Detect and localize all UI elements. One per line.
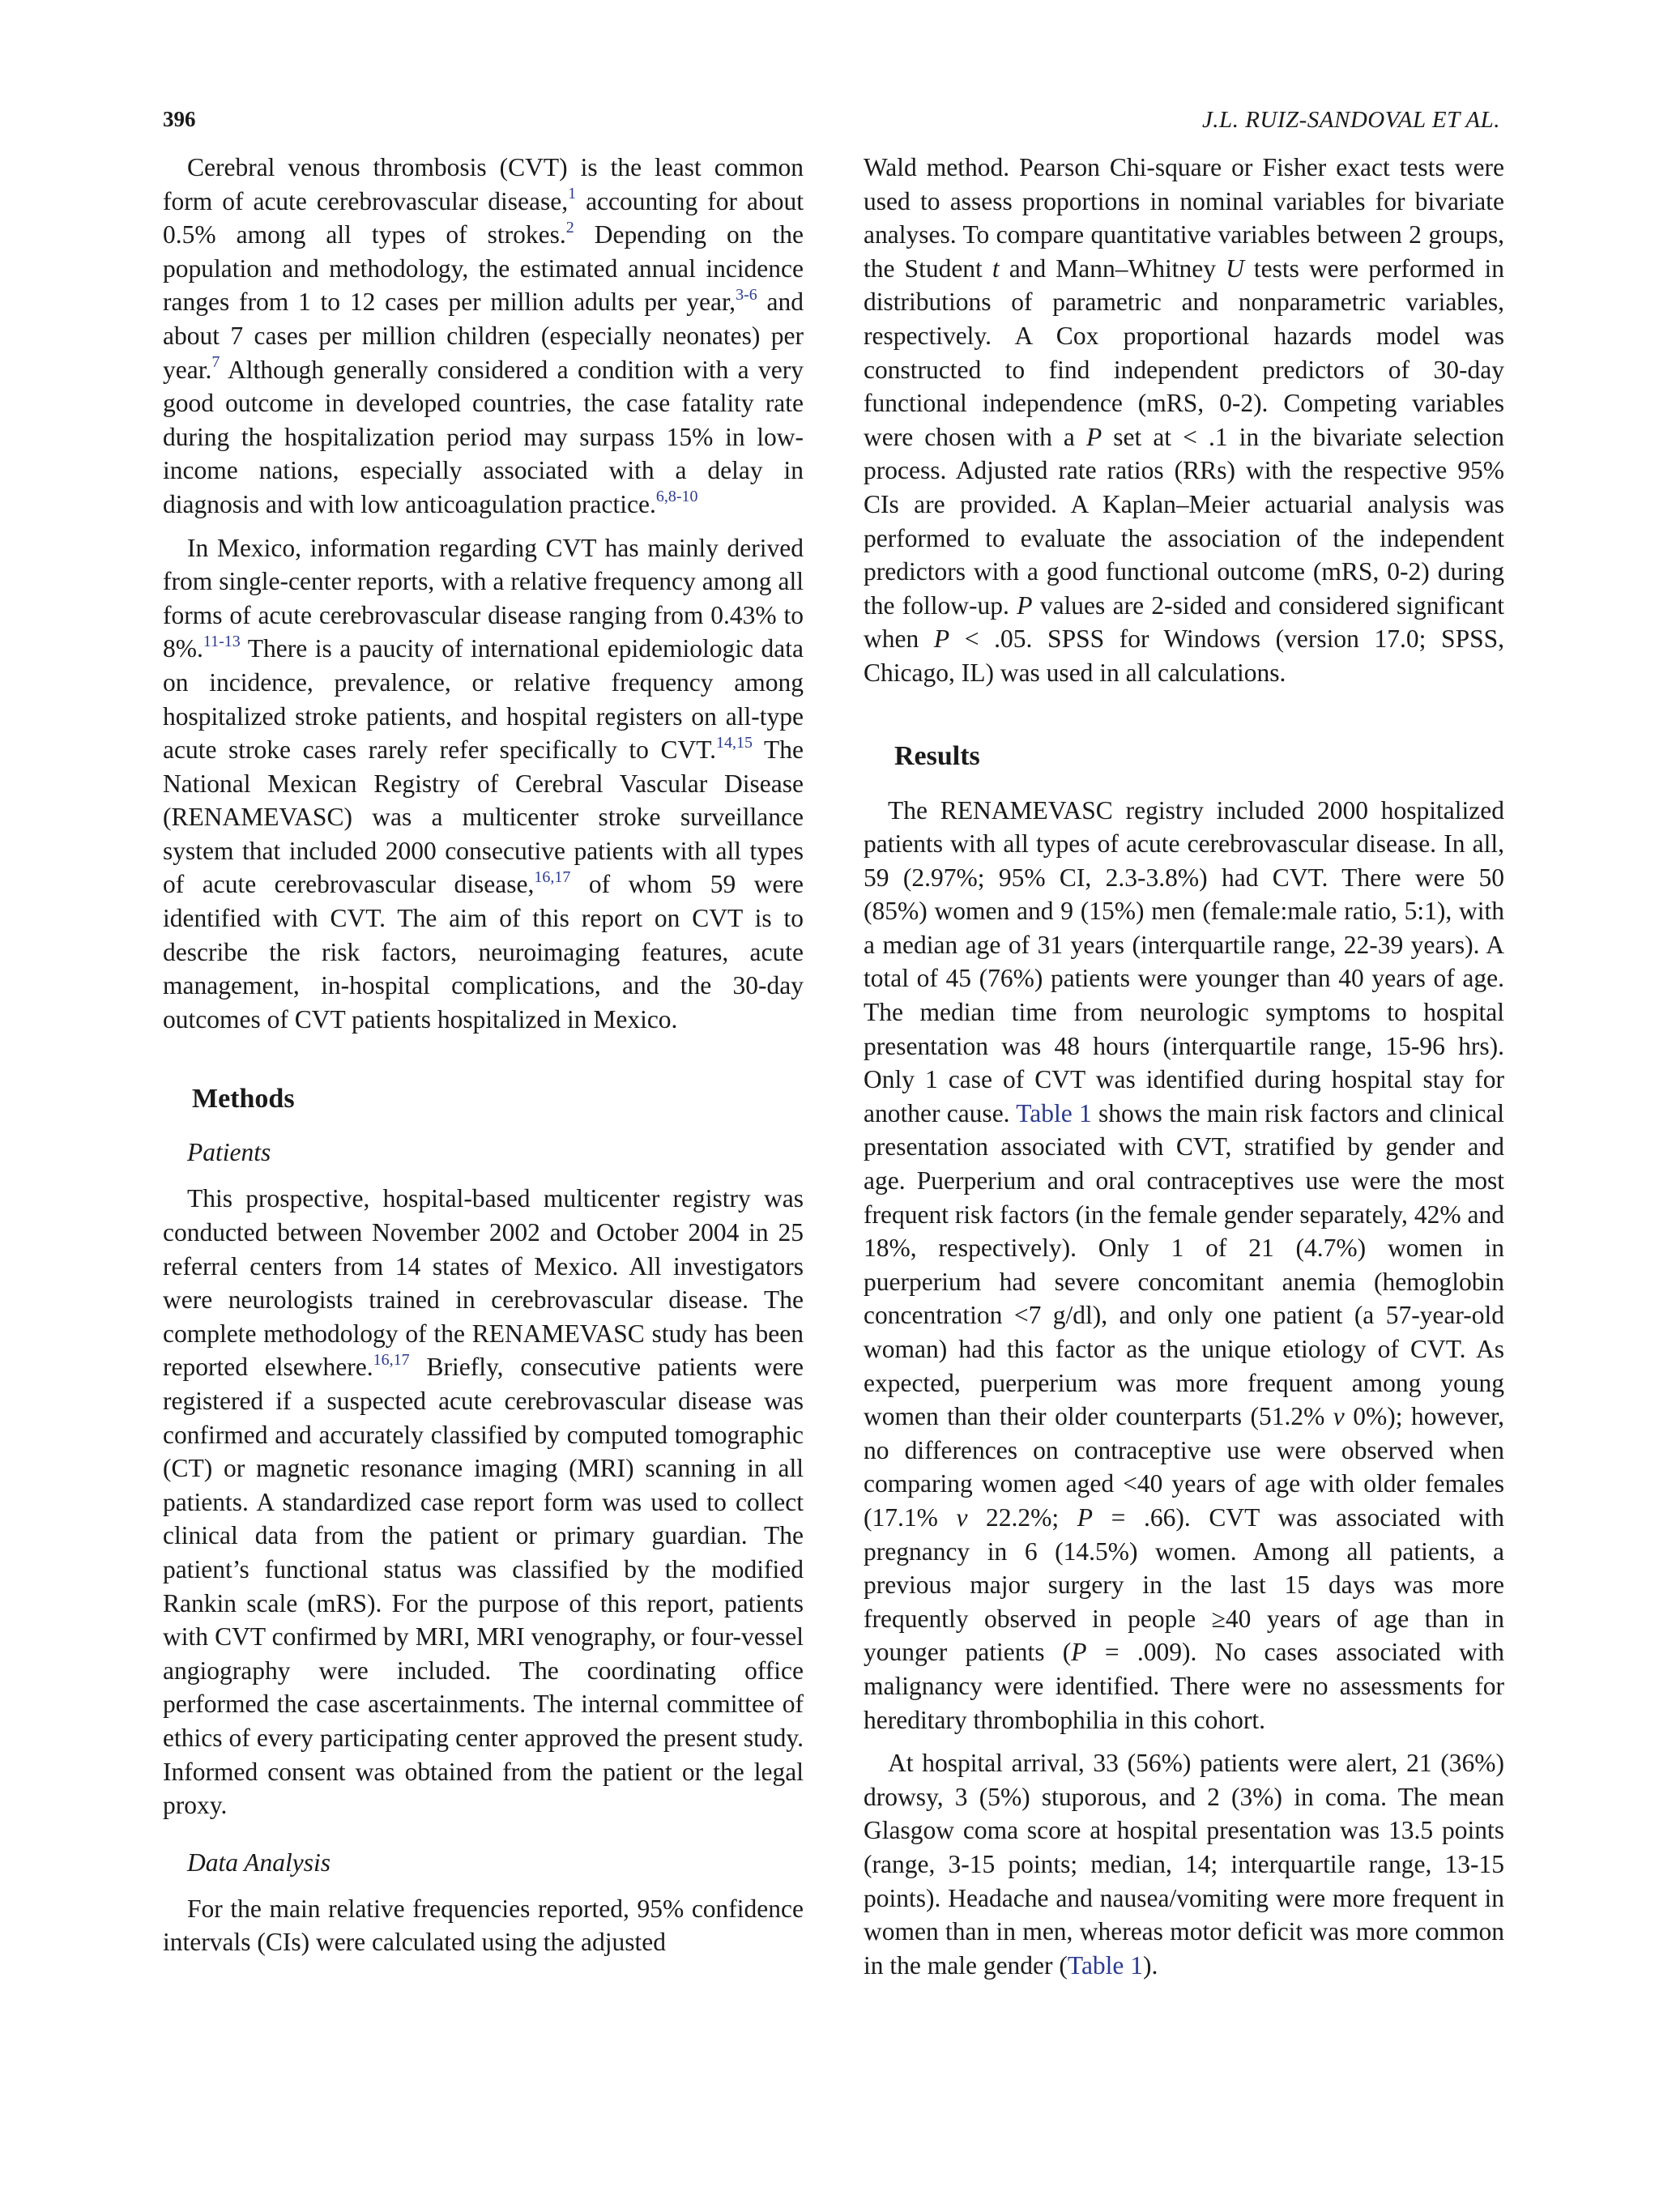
text-run: 0%); however, no differences on contraceptive use were observed when comparing women aged <40 years of age with older females (17.1% xyxy=(864,1402,1505,1532)
text-run: Depending on the population and methodology, the estimated annual incidence ranges from 1 to 12 cases per million adults per year, xyxy=(163,220,804,317)
italic-symbol: U xyxy=(1226,254,1244,283)
text-run: set at < .1 in the bivariate selection process. Adjusted rate ratios (RRs) with the respective 95% CIs are provided. A Kaplan–Meier actuarial analysis was performed to evaluate the association of the independent predictors with a good functional outcome (mRS, 0-2) during the follow-up. xyxy=(864,422,1504,620)
italic-symbol: P xyxy=(933,624,950,654)
page-number: 396 xyxy=(163,107,196,131)
text-run: accounting for about 0.5% among all types of strokes. xyxy=(163,186,804,249)
italic-symbol: t xyxy=(992,254,1000,283)
text-run: ). xyxy=(1143,1950,1158,1980)
text-run: The RENAMEVASC registry included 2000 hospitalized patients with all types of acute cerebrovascular disease. In all, 59 (2.97%; 95% CI, 2.3-3.8%) had CVT. There were 50 (85%) women and 9 (15%) men (female:male ratio, 5:1), with a median age of 31 years (interquartile range, 22-39 years). A total of 45 (76%) patients were younger than 40 years of age. The median time from neurologic symptoms to hospital presentation was 48 hours (interquartile range, 15-96 hrs). Only 1 case of CVT was identified during hospital stay for another cause. xyxy=(864,795,1504,1127)
results-paragraph-1 xyxy=(864,794,1504,1737)
text-run: Although generally considered a condition with a very good outcome in developed countries, the case fatality rate during the hospitalization period may surpass 15% in low-income nations, especially associated with a delay in diagnosis and with low anticoagulation practice. xyxy=(163,355,804,518)
left-column xyxy=(163,151,804,1959)
citation[interactable]: 3-6 xyxy=(736,285,757,304)
patients-heading: Patients xyxy=(187,1138,271,1167)
italic-symbol: P xyxy=(1071,1638,1087,1667)
table-1-link[interactable]: Table 1 xyxy=(1016,1098,1092,1127)
citation[interactable]: 2 xyxy=(565,218,574,237)
data-analysis-continued xyxy=(864,151,1504,690)
data-analysis-paragraph: For the main relative frequencies reported, 95% confidence intervals (CIs) were calculated using the adjusted xyxy=(163,1894,804,1957)
text-run: = .009). No cases associated with malignancy were identified. There were no assessments for hereditary thrombophilia in this cohort. xyxy=(864,1638,1505,1734)
text-run: At hospital arrival, 33 (56%) patients were alert, 21 (36%) drowsy, 3 (5%) stuporous, and 2 (3%) in coma. The mean Glasgow coma score at hospital presentation was 13.5 points (range, 3-15 points; median, 14; interquartile range, 13-15 points). Headache and nausea/vomiting were more frequent in women than in men, whereas motor deficit was more common in the male gender ( xyxy=(864,1749,1504,1980)
text-run: < .05. SPSS for Windows (version 17.0; SPSS, Chicago, IL) was used in all calculations. xyxy=(864,624,1504,687)
results-heading: Results xyxy=(894,740,980,771)
citation[interactable]: 6,8-10 xyxy=(655,488,698,506)
italic-symbol: v xyxy=(956,1502,968,1532)
citation[interactable]: 1 xyxy=(568,185,577,203)
italic-symbol: P xyxy=(1085,422,1102,451)
text-run: There is a paucity of international epidemiologic data on incidence, prevalence, or relative frequency among hospitalized stroke patients, and hospital registers on all-type acute stroke cases rarely refer specifically to CVT. xyxy=(163,634,804,765)
italic-symbol: v xyxy=(1333,1402,1345,1431)
citation[interactable]: 11-13 xyxy=(203,632,241,650)
intro-paragraph-2 xyxy=(163,531,804,1037)
citation[interactable]: 7 xyxy=(211,353,220,372)
text-run: = .66). CVT was associated with pregnancy in 6 (14.5%) women. Among all patients, a previous major surgery in the last 15 days was more frequently observed in people ≥40 years of age than in younger patients ( xyxy=(864,1502,1505,1667)
running-title: J.L. RUIZ-SANDOVAL ET AL. xyxy=(1201,107,1500,133)
italic-symbol: P xyxy=(1077,1502,1094,1532)
italic-symbol: P xyxy=(1017,590,1033,620)
text-run: The National Mexican Registry of Cerebral Vascular Disease (RENAMEVASC) was a multicenter stroke surveillance system that included 2000 consecutive patients with all types of acute cerebrovascular disease, xyxy=(163,735,804,899)
text-run: 22.2%; xyxy=(967,1502,1077,1532)
methods-heading: Methods xyxy=(192,1084,295,1115)
text-run: Cerebral venous thrombosis (CVT) is the least common form of acute cerebrovascular disease, xyxy=(163,153,804,215)
patients-paragraph xyxy=(163,1182,804,1822)
citation[interactable]: 16,17 xyxy=(534,867,571,886)
text-run: values are 2-sided and considered significant when xyxy=(864,590,1504,654)
text-run: and Mann–Whitney xyxy=(999,254,1226,283)
text-run: tests were performed in distributions of parametric and nonparametric variables, respectively. A Cox proportional hazards model was constructed to find independent predictors of 30-day functional independence (mRS, 0-2). Competing variables were chosen with a xyxy=(864,254,1504,451)
text-run: of whom 59 were identified with CVT. The aim of this report on CVT is to describe the risk factors, neuroimaging features, acute management, in-hospital complications, and the 30-day outcomes of CVT patients hospitalized in Mexico. xyxy=(163,870,804,1034)
text-run: This prospective, hospital-based multicenter registry was conducted between November 2002 and October 2004 in 25 referral centers from 14 states of Mexico. All investigators were neurologists trained in cerebrovascular disease. The complete methodology of the RENAMEVASC study has been reported elsewhere. xyxy=(163,1184,804,1382)
citation[interactable]: 16,17 xyxy=(373,1350,410,1369)
text-run: and about 7 cases per million children (especially neonates) per year. xyxy=(163,288,804,384)
text-run: shows the main risk factors and clinical presentation associated with CVT, stratified by gender and age. Puerperium and oral contraceptives use were the most frequent risk factors (in the female gender separately, 42% and 18%, respectively). Only 1 of 21 (4.7%) women in puerperium had severe concomitant anemia (hemoglobin concentration <7 g/dl), and only one patient (a 57-year-old woman) had this factor as the unique etiology of CVT. As expected, puerperium was more frequent among young women than their older counterparts (51.2% xyxy=(864,1098,1504,1431)
right-column xyxy=(864,151,1504,1982)
intro-paragraph-1 xyxy=(163,151,804,522)
citation[interactable]: 14,15 xyxy=(716,733,753,752)
text-run: Wald method. Pearson Chi-square or Fisher exact tests were used to assess proportions in nominal variables for bivariate analyses. To compare quantitative variables between 2 groups, the Student xyxy=(864,153,1504,283)
results-paragraph-2 xyxy=(864,1746,1504,1982)
data-analysis-heading: Data Analysis xyxy=(187,1848,331,1877)
text-run: Briefly, consecutive patients were registered if a suspected acute cerebrovascular disease was confirmed and accurately classified by computed tomographic (CT) or magnetic resonance imaging (MRI) scanning in all patients. A standardized case report form was used to collect clinical data from the patient or primary guardian. The patient’s functional status was classified by the modified Rankin scale (mRS). For the purpose of this report, patients with CVT confirmed by MRI, MRI venography, or four-vessel angiography were included. The coordinating office performed the case ascertainments. The internal committee of ethics of every participating center approved the present study. Informed consent was obtained from the patient or the legal proxy. xyxy=(163,1353,804,1820)
table-1-link[interactable]: Table 1 xyxy=(1067,1950,1144,1980)
text-run: In Mexico, information regarding CVT has mainly derived from single-center reports, with a relative frequency among all forms of acute cerebrovascular disease ranging from 0.43% to 8%. xyxy=(163,533,804,663)
